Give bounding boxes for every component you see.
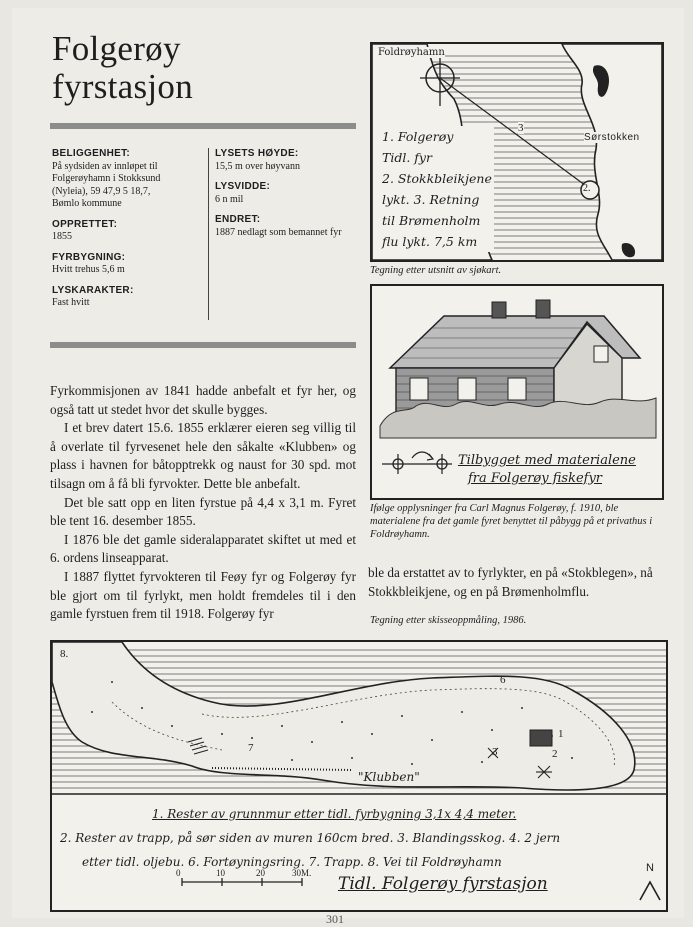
fact-changed: ENDRET: 1887 nedlagt som bemannet fyr — [215, 214, 342, 238]
scale-tick-20: 20 — [256, 868, 265, 878]
paragraph: I 1876 ble det gamle sideralapparatet skiftet ut med et 6. ordens linseapparat. — [50, 531, 356, 566]
facts-divider — [208, 148, 209, 320]
fact-established: OPPRETTET: 1855 — [52, 218, 118, 242]
map-place-top: Foldrøyhamn — [378, 47, 445, 58]
map-legend: 1. Folgerøy Tidl. fyr 2. Stokkbleikjene lykt. 3. Retning til Brømenholm flu lykt. 7,5 km — [382, 126, 494, 252]
paragraph: Fyrkommisjonen av 1841 hadde anbefalt et fyr her, og også tatt ut stedet hvor det skulle bygges. — [50, 383, 356, 417]
scale-tick-10: 10 — [216, 868, 225, 878]
paragraph: Det ble satt opp en liten fyrstue på 4,4 x 3,1 m. Fyret ble tent 16. desember 1855. — [50, 494, 356, 529]
sketch-marker-3: 3 — [492, 746, 498, 758]
map-figure — [370, 42, 664, 262]
sketch-title: Tidl. Folgerøy fyrstasjon — [338, 874, 548, 894]
top-rule — [50, 123, 356, 129]
sketch-marker-8: 8. — [60, 648, 69, 660]
facts-left — [52, 148, 202, 318]
scale-tick-30: 30M. — [292, 868, 312, 878]
house-caption: Ifølge opplysninger fra Carl Magnus Folgerøy, f. 1910, ble materialene fra det gamle fyret benyttet til påbygg på et privathus i Foldrøyhamn. — [370, 503, 653, 540]
page-number: 301 — [326, 912, 344, 926]
fact-light-character: LYSKARAKTER: Fast hvitt — [52, 284, 134, 308]
sketch-caption: Tegning etter skisseoppmåling, 1986. — [370, 615, 527, 626]
title-line-2: fyrstasjon — [52, 67, 194, 106]
map-marker-2: 2. — [583, 183, 591, 194]
sketch-marker-6: 6 — [500, 674, 506, 686]
klubben-label: "Klubben" — [358, 770, 420, 784]
article-body-continued: ble da erstattet av to fyrlykter, en på «Stokblegen», nå Stokkbleikjene, og en på Brømenholmflu. — [368, 565, 653, 599]
paragraph: I 1887 flyttet fyrvokteren til Feøy fyr og Folgerøy fyr ble gjort om til fyrlykt, men holdt fremdeles til i den gamle fyrstuen frem til 1918. Folgerøy fyr — [50, 568, 356, 622]
map-caption: Tegning etter utsnitt av sjøkart. — [370, 265, 502, 276]
house-label: Tilbygget med materialene fra Folgerøy fiskefyr — [458, 453, 636, 486]
bottom-rule — [50, 342, 356, 348]
book-page — [12, 8, 684, 918]
site-sketch-figure — [50, 640, 668, 912]
article-body — [50, 382, 356, 624]
map-marker-3: 3 — [518, 122, 524, 134]
fact-location: BELIGGENHET: På sydsiden av innløpet til Folgerøyhamn i Stokksund (Nyleia), 59 47,9 5 18,7, Bømlo kommune — [52, 148, 161, 209]
fact-range: LYSVIDDE: 6 n mil — [215, 181, 271, 205]
paragraph: I et brev datert 15.6. 1855 erklærer eieren seg villig til å overlate til fyrvesenet hele den såkalte «Klubben» og plass i havnen for båtopptrekk og naust for 30 spd. mot tilsagn om å få bli fyrvokter. Dette ble anbefalt. — [50, 420, 356, 491]
sketch-legend: 1. Rester av grunnmur etter tidl. fyrbygning 3,1x 4,4 meter. 2. Rester av trapp, på sør siden av muren 160cm bred. 3. Blandingsskog. 4. 2 jern etter tidl. oljebu. 6. Fortøyningsring. 7. Trapp. 8. Vei til Foldrøyhamn — [60, 807, 561, 869]
title-line-1: Folgerøy — [52, 29, 181, 68]
scale-tick-0: 0 — [176, 868, 181, 878]
page-title — [52, 30, 352, 106]
house-figure — [370, 284, 664, 500]
fact-light-height: LYSETS HØYDE: 15,5 m over høyvann — [215, 148, 300, 172]
north-arrow-icon: N — [646, 862, 654, 874]
sketch-marker-2: 2 — [552, 748, 558, 760]
map-place-right: Sørstokken — [584, 132, 640, 143]
sketch-marker-1: 1 — [558, 728, 564, 740]
facts-right — [215, 148, 360, 247]
sketch-marker-7: 7 — [248, 742, 254, 754]
fact-building: FYRBYGNING: Hvitt trehus 5,6 m — [52, 251, 126, 275]
